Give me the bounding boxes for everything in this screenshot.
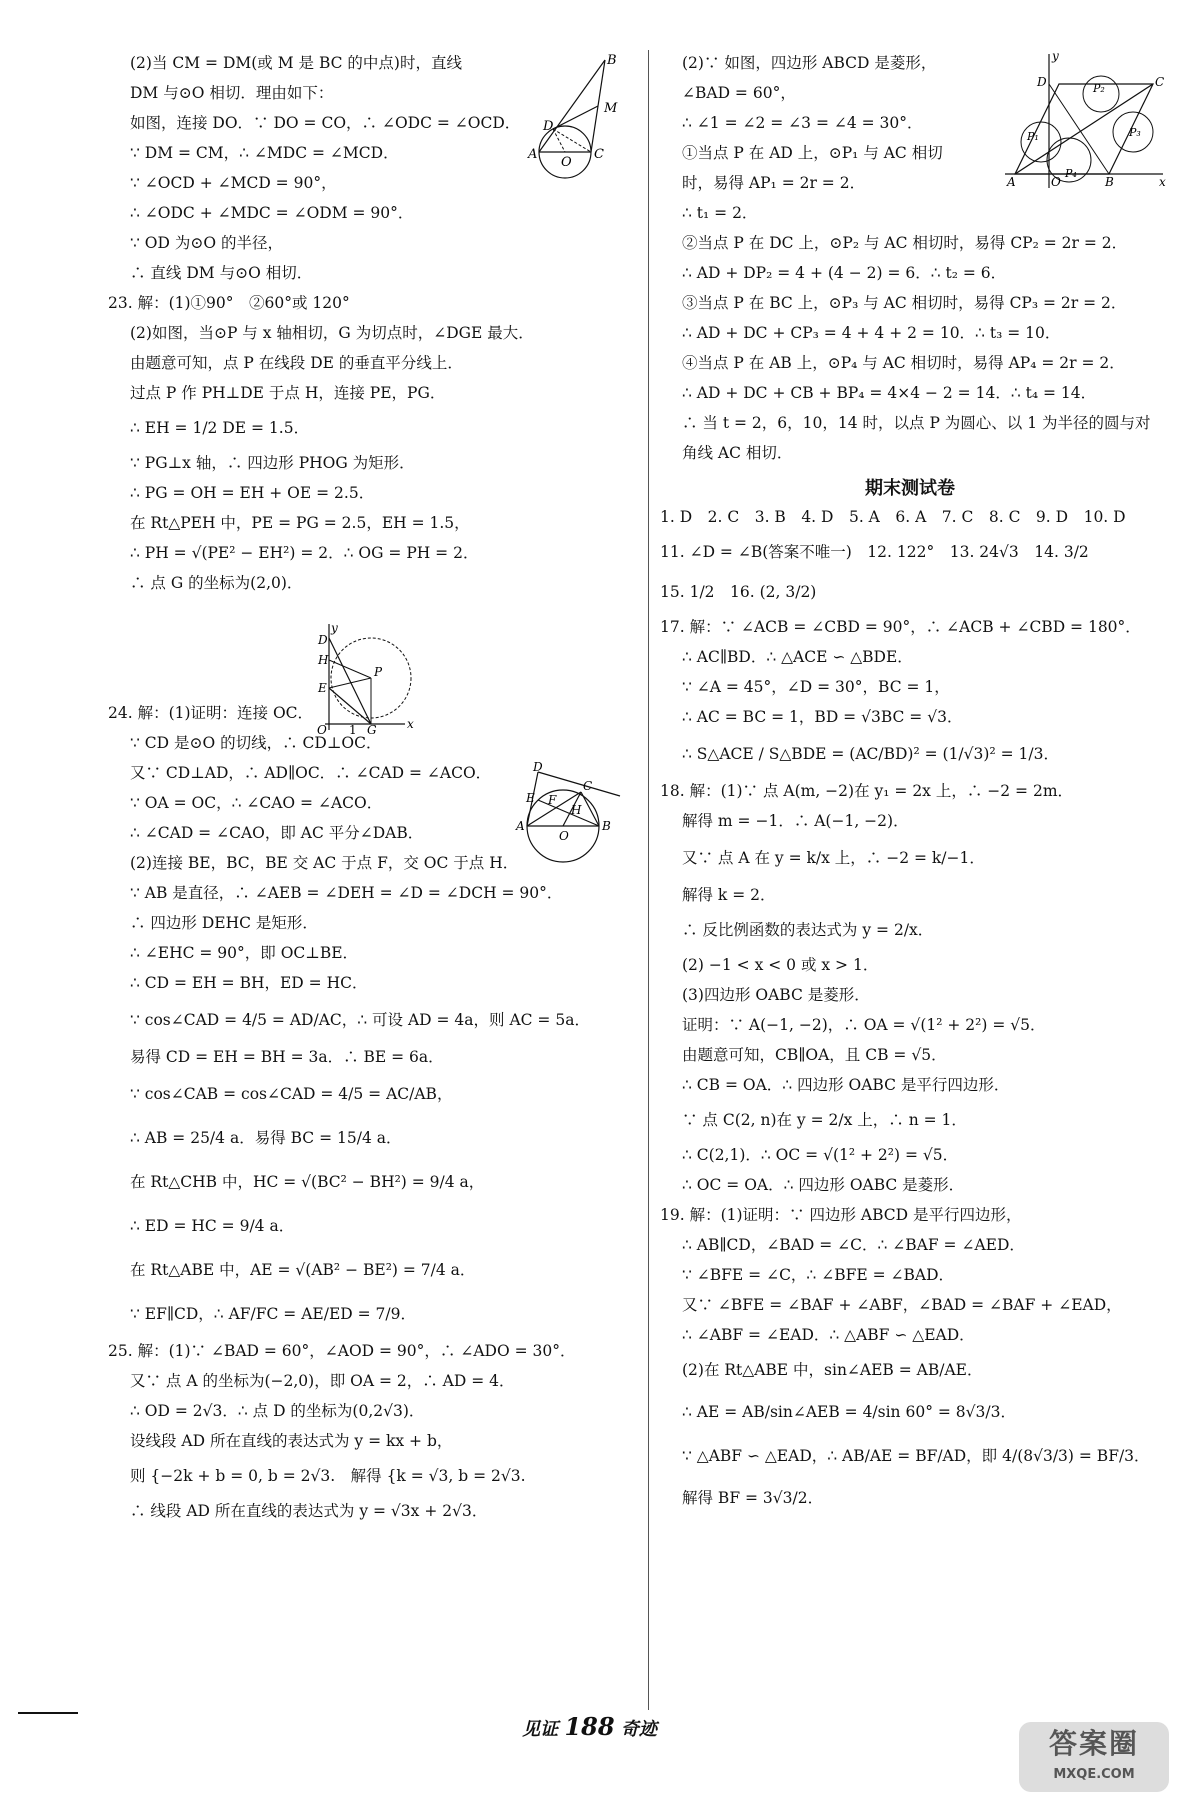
text-line: 在 Rt△ABE 中，AE = √(AB² − BE²) = 7/4 a． (130, 1261, 476, 1279)
label-P: P (374, 665, 383, 679)
text-line: ①当点 P 在 AD 上，⊙P₁ 与 AC 相切 (682, 144, 943, 162)
label-A: A (516, 819, 525, 833)
text-line: ∴ 当 t = 2，6，10，14 时，以点 P 为圆心、以 1 为半径的圆与对 (682, 414, 1151, 432)
label-P1: P₁ (1027, 130, 1039, 143)
label-D: D (543, 119, 554, 134)
text-line: ∴ 线段 AD 所在直线的表达式为 y = √3x + 2√3． (130, 1502, 488, 1520)
text-line: ∵ CD 是⊙O 的切线，∴ CD⊥OC． (130, 734, 382, 752)
problem-24-heading: 24. 解：(1)证明：连接 OC． (108, 704, 314, 722)
label-B: B (1105, 175, 1114, 189)
text-line: ②当点 P 在 DC 上，⊙P₂ 与 AC 相切时，易得 CP₂ = 2r = 2． (682, 234, 1128, 252)
text-line: ∴ C(2,1)．∴ OC = √(1² + 2²) = √5． (682, 1146, 959, 1164)
label-D: D (533, 762, 543, 774)
label-D: D (318, 633, 328, 647)
page-footer (0, 1712, 1179, 1741)
text-line: ∴ AD + DC + CP₃ = 4 + 4 + 2 = 10．∴ t₃ = 10． (682, 324, 1061, 342)
text-line: ∵ ∠A = 45°，∠D = 30°，BC = 1， (682, 678, 950, 696)
text-line: DM 与⊙O 相切．理由如下： (130, 84, 334, 102)
label-C: C (594, 147, 604, 162)
watermark-title: 答案圈 (1048, 1727, 1139, 1760)
page-number: 188 (564, 1712, 615, 1741)
label-O: O (317, 723, 327, 735)
text-line: ∵ OD 为⊙O 的半径， (130, 234, 283, 252)
text-line: (2)∵ 如图，四边形 ABCD 是菱形， (682, 54, 937, 72)
problem-25-heading: 25. 解：(1)∵ ∠BAD = 60°，∠AOD = 90°，∴ ∠ADO = 30°． (108, 1342, 576, 1360)
text-line: ∴ CB = OA．∴ 四边形 OABC 是平行四边形． (682, 1076, 1010, 1094)
label-B: B (607, 53, 617, 68)
problem-17-heading: 17. 解：∵ ∠ACB = ∠CBD = 90°，∴ ∠ACB + ∠CBD = 180°． (660, 618, 1141, 636)
problem-23-heading: 23. 解：(1)①90° ②60°或 120° (108, 294, 350, 312)
label-E: E (318, 681, 327, 695)
text-line: 又∵ 点 A 的坐标为(−2,0)，即 OA = 2，∴ AD = 4． (130, 1372, 515, 1390)
text-line: ∴ ∠EHC = 90°，即 OC⊥BE． (130, 944, 359, 962)
text-line: ∴ ∠ODC + ∠MDC = ∠ODM = 90°． (130, 204, 414, 222)
section-title: 期末测试卷 (865, 478, 955, 499)
text-line: (3)四边形 OABC 是菱形． (682, 986, 870, 1004)
text-line: ∴ AC = BC = 1，BD = √3BC = √3． (682, 708, 963, 726)
label-G: G (367, 723, 377, 735)
label-x: x (407, 717, 414, 731)
column-divider (648, 50, 649, 1710)
label-1: 1 (349, 723, 357, 735)
text-line: 又∵ CD⊥AD，∴ AD∥OC．∴ ∠CAD = ∠ACO． (130, 764, 492, 782)
label-O: O (1051, 175, 1061, 189)
text-line: 解得 BF = 3√3/2． (682, 1489, 824, 1507)
label-C: C (1155, 75, 1165, 89)
text-line: ∵ ∠OCD + ∠MCD = 90°， (130, 174, 337, 192)
text-line: (2) −1 < x < 0 或 x > 1． (682, 956, 879, 974)
text-line: (2)在 Rt△ABE 中，sin∠AEB = AB/AE． (682, 1361, 983, 1379)
footer-suffix: 奇迹 (620, 1719, 657, 1740)
text-line: ∴ AB∥CD，∠BAD = ∠C．∴ ∠BAF = ∠AED． (682, 1236, 1025, 1254)
label-A: A (1007, 175, 1016, 189)
text-line: ∵ 点 C(2, n)在 y = 2/x 上，∴ n = 1． (682, 1111, 967, 1129)
text-line: ∴ AD + DP₂ = 4 + (4 − 2) = 6．∴ t₂ = 6． (682, 264, 1007, 282)
label-P3: P₃ (1129, 126, 1141, 139)
text-line: ∵ AB 是直径，∴ ∠AEB = ∠DEH = ∠D = ∠DCH = 90°． (130, 884, 563, 902)
text-line: ∠BAD = 60°， (682, 84, 796, 102)
figure-circle-tangent (510, 52, 620, 182)
label-y: y (1052, 50, 1059, 63)
text-line: ∴ AB = 25/4 a．易得 BC = 15/4 a． (130, 1129, 402, 1147)
text-line: ∴ AE = AB/sin∠AEB = 4/sin 60° = 8√3/3． (682, 1403, 1016, 1421)
label-E: E (526, 791, 535, 805)
answer-line: 11. ∠D = ∠B(答案不唯一) 12. 122° 13. 24√3 14. 3/2 (660, 543, 1089, 561)
text-line: ∴ ∠CAD = ∠CAO，即 AC 平分∠DAB． (130, 824, 424, 842)
text-line: 由题意可知，CB∥OA，且 CB = √5． (682, 1046, 947, 1064)
text-line: 又∵ 点 A 在 y = k/x 上，∴ −2 = k/−1． (682, 849, 985, 867)
text-line: ∴ t₁ = 2． (682, 204, 758, 222)
problem-18-heading: 18. 解：(1)∵ 点 A(m, −2)在 y₁ = 2x 上，∴ −2 = 2m． (660, 782, 1074, 800)
text-line: 易得 CD = EH = BH = 3a．∴ BE = 6a． (130, 1048, 444, 1066)
text-line: ∴ ∠ABF = ∠EAD．∴ △ABF ∽ △EAD． (682, 1326, 975, 1344)
label-D: D (1037, 75, 1047, 89)
text-line: ∵ OA = OC，∴ ∠CAO = ∠ACO． (130, 794, 383, 812)
text-line: ∴ AC∥BD．∴ △ACE ∽ △BDE． (682, 648, 913, 666)
text-line: ∴ CD = EH = BH，ED = HC． (130, 974, 368, 992)
label-C: C (583, 779, 593, 793)
text-line: ∴ OC = OA．∴ 四边形 OABC 是菱形． (682, 1176, 965, 1194)
watermark-logo (1019, 1722, 1169, 1792)
text-line: 解得 k = 2． (682, 886, 776, 904)
text-line: ∴ AD + DC + CB + BP₄ = 4×4 − 2 = 14．∴ t₄ = 14． (682, 384, 1097, 402)
text-line: (2)如图，当⊙P 与 x 轴相切，G 为切点时，∠DGE 最大． (130, 324, 534, 342)
text-line: 由题意可知，点 P 在线段 DE 的垂直平分线上． (130, 354, 463, 372)
text-line: 时，易得 AP₁ = 2r = 2． (682, 174, 866, 192)
text-line: ∵ △ABF ∽ △EAD，∴ AB/AE = BF/AD，即 4/(8√3/3) = BF/3． (682, 1447, 1150, 1465)
text-line: ∴ 直线 DM 与⊙O 相切． (130, 264, 313, 282)
label-y: y (331, 621, 338, 635)
text-line: ③当点 P 在 BC 上，⊙P₃ 与 AC 相切时，易得 CP₃ = 2r = 2． (682, 294, 1127, 312)
label-B: B (602, 819, 611, 833)
text-line: ∴ 反比例函数的表达式为 y = 2/x． (682, 921, 934, 939)
text-line: 证明：∵ A(−1, −2)，∴ OA = √(1² + 2²) = √5． (682, 1016, 1046, 1034)
text-line: ∵ PG⊥x 轴，∴ 四边形 PHOG 为矩形． (130, 454, 415, 472)
text-line: 在 Rt△PEH 中，PE = PG = 2.5，EH = 1.5， (130, 514, 470, 532)
label-x: x (1159, 175, 1166, 189)
figure-circle-p-axis (315, 620, 425, 735)
text-line: 解得 m = −1．∴ A(−1, −2)． (682, 812, 909, 830)
footer-prefix: 见证 (522, 1719, 559, 1740)
label-F: F (548, 793, 557, 807)
label-H: H (571, 803, 582, 817)
text-line: 过点 P 作 PH⊥DE 于点 H，连接 PE，PG． (130, 384, 446, 402)
text-line: ∵ cos∠CAD = 4/5 = AD/AC，∴ 可设 AD = 4a，则 AC = 5a． (130, 1011, 590, 1029)
text-line: ④当点 P 在 AB 上，⊙P₄ 与 AC 相切时，易得 AP₄ = 2r = 2． (682, 354, 1125, 372)
text-line: (2)当 CM = DM(或 M 是 BC 的中点)时，直线 (130, 54, 462, 72)
text-line: ∵ ∠BFE = ∠C，∴ ∠BFE = ∠BAD． (682, 1266, 954, 1284)
text-line: ∴ ∠1 = ∠2 = ∠3 = ∠4 = 30°． (682, 114, 923, 132)
answer-line: 1. D 2. C 3. B 4. D 5. A 6. A 7. C 8. C 9. D 10. D (660, 508, 1126, 526)
text-line: ∴ S△ACE / S△BDE = (AC/BD)² = (1/√3)² = 1/3． (682, 745, 1059, 763)
label-P2: P₂ (1093, 82, 1105, 95)
label-H: H (318, 653, 329, 667)
figure-rhombus-circles (1005, 50, 1170, 190)
text-line: ∵ cos∠CAB = cos∠CAD = 4/5 = AC/AB， (130, 1085, 453, 1103)
label-O: O (559, 829, 569, 843)
text-line: ∴ PH = √(PE² − EH²) = 2．∴ OG = PH = 2． (130, 544, 479, 562)
text-line: 则 {−2k + b = 0, b = 2√3. 解得 {k = √3, b = 2√3. (130, 1467, 526, 1485)
answer-line: 15. 1/2 16. (2, 3/2) (660, 583, 817, 601)
text-line: ∴ PG = OH = EH + OE = 2.5． (130, 484, 375, 502)
text-line: ∴ EH = 1/2 DE = 1.5． (130, 419, 310, 437)
label-O: O (561, 155, 572, 170)
label-P4: P₄ (1065, 167, 1077, 180)
text-line: 角线 AC 相切． (682, 444, 793, 462)
text-line: ∵ EF∥CD，∴ AF/FC = AE/ED = 7/9． (130, 1305, 416, 1323)
text-line: (2)连接 BE，BC，BE 交 AC 于点 F，交 OC 于点 H． (130, 854, 519, 872)
problem-19-heading: 19. 解：(1)证明：∵ 四边形 ABCD 是平行四边形， (660, 1206, 1022, 1224)
text-line: ∴ 点 G 的坐标为(2,0)． (130, 574, 303, 592)
text-line: 设线段 AD 所在直线的表达式为 y = kx + b， (130, 1432, 453, 1450)
right-column (660, 48, 1160, 1518)
text-line: ∴ OD = 2√3．∴ 点 D 的坐标为(0,2√3)． (130, 1402, 425, 1420)
text-line: ∴ 四边形 DEHC 是矩形． (130, 914, 318, 932)
text-line: ∴ ED = HC = 9/4 a． (130, 1217, 295, 1235)
watermark-url: MXQE.COM (1053, 1767, 1135, 1782)
label-M: M (604, 101, 618, 116)
text-line: ∵ DM = CM，∴ ∠MDC = ∠MCD． (130, 144, 399, 162)
text-line: 如图，连接 DO．∵ DO = CO，∴ ∠ODC = ∠OCD． (130, 114, 521, 132)
figure-circle-chords (508, 762, 626, 867)
text-line: 又∵ ∠BFE = ∠BAF + ∠ABF，∠BAD = ∠BAF + ∠EAD， (682, 1296, 1122, 1314)
label-A: A (528, 147, 538, 162)
text-line: 在 Rt△CHB 中，HC = √(BC² − BH²) = 9/4 a， (130, 1173, 485, 1191)
